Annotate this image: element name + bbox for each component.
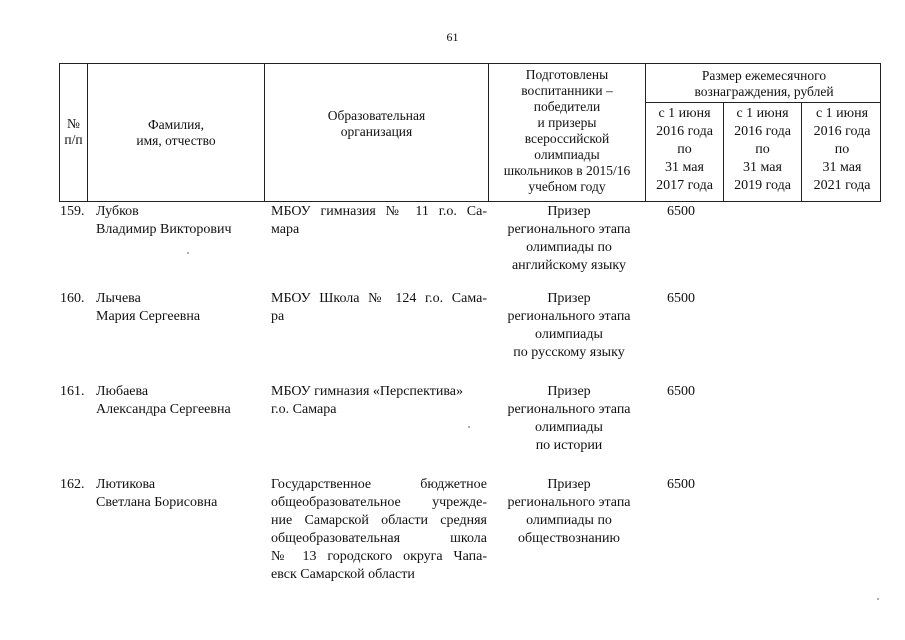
- scan-speck: [468, 426, 470, 428]
- header-name: Фамилия, имя, отчество: [136, 117, 216, 148]
- row-name: Лубков Владимир Викторович: [96, 204, 232, 237]
- scan-speck: [877, 598, 879, 600]
- row-organization: МБОУ гимназия «Перспектива» г.о. Самара: [271, 384, 464, 417]
- header-prepared: Подготовлены воспитанники – победители и призеры всероссийской олимпиады школьников в 2015/16 учебном году: [503, 67, 631, 194]
- row-number: 162.: [60, 477, 85, 492]
- row-name: Лютикова Светлана Борисовна: [96, 477, 218, 510]
- page-number: 61: [446, 30, 459, 44]
- header-reward: Размер ежемесячного вознаграждения, рублей: [694, 68, 834, 99]
- header-period-2017: с 1 июня 2016 года по 31 мая 2017 года: [656, 106, 713, 193]
- header-period-2021: с 1 июня 2016 года по 31 мая 2021 года: [813, 106, 871, 193]
- row-amount: 6500: [667, 204, 695, 219]
- row-organization: Государственное бюджетное общеобразовательное учрежде- ние Самарской области средняя общеобразовательная школа № 13 городского округа Чапа- евск Самарской области: [271, 477, 487, 582]
- row-organization: МБОУ гимназия № 11 г.о. Са- мара: [271, 204, 487, 237]
- scan-speck: [187, 252, 189, 254]
- row-amount: 6500: [667, 291, 695, 306]
- row-organization: МБОУ Школа № 124 г.о. Сама- ра: [271, 291, 487, 324]
- row-award: Призер регионального этапа олимпиады по английскому языку: [507, 204, 631, 273]
- row-amount: 6500: [667, 477, 695, 492]
- row-name: Лычева Мария Сергеевна: [96, 291, 201, 324]
- header-organization: Образовательная организация: [327, 108, 426, 139]
- header-number: № п/п: [64, 116, 83, 147]
- row-award: Призер регионального этапа олимпиады по русскому языку: [507, 291, 631, 360]
- row-amount: 6500: [667, 384, 695, 399]
- row-award: Призер регионального этапа олимпиады по обществознанию: [507, 477, 631, 546]
- header-period-2019: с 1 июня 2016 года по 31 мая 2019 года: [734, 106, 791, 193]
- row-name: Любаева Александра Сергеевна: [96, 384, 231, 417]
- row-number: 159.: [60, 204, 85, 219]
- row-award: Призер регионального этапа олимпиады по истории: [507, 384, 631, 453]
- table-header: [59, 63, 881, 202]
- row-number: 161.: [60, 384, 85, 399]
- row-number: 160.: [60, 291, 85, 306]
